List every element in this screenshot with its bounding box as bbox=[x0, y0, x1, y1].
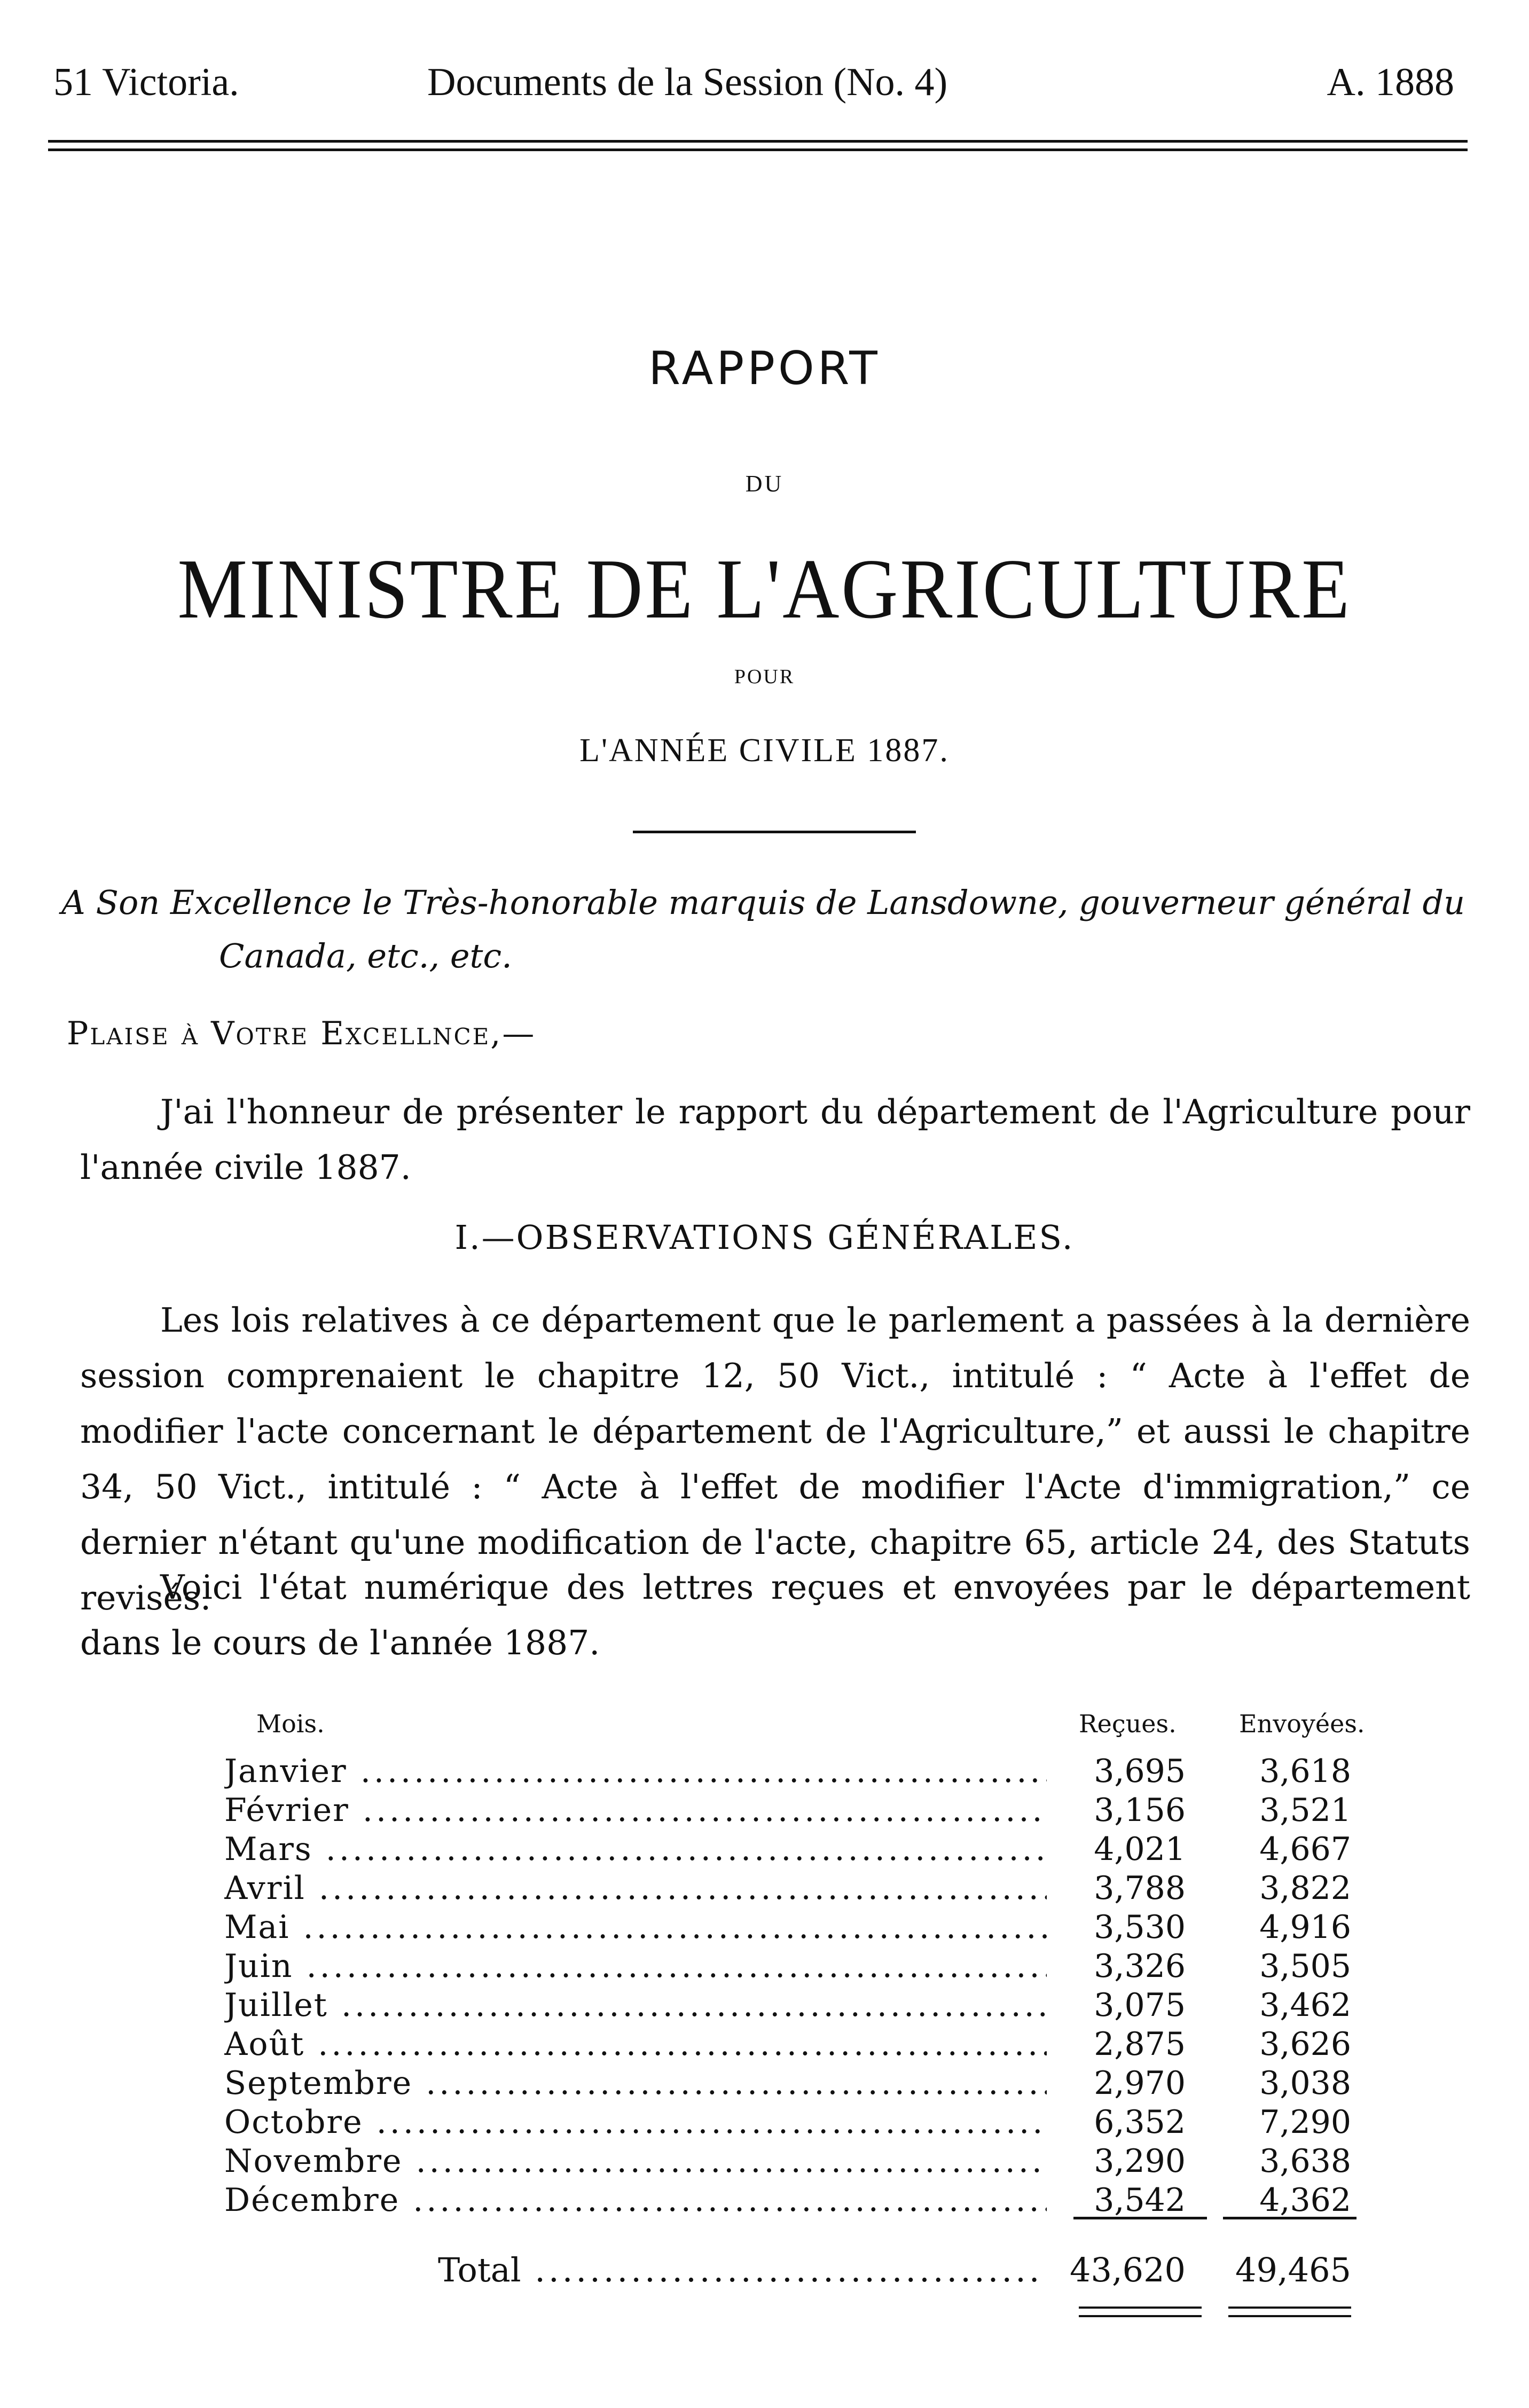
row-sent: 3,521 bbox=[1259, 1792, 1351, 1829]
letters-table bbox=[224, 1704, 1410, 2220]
sum-rule-sent bbox=[1223, 2217, 1357, 2219]
table-row bbox=[224, 2181, 1410, 2220]
total-label: Total ..... bbox=[438, 2249, 1041, 2292]
title-divider bbox=[633, 831, 916, 833]
row-sent: 3,462 bbox=[1259, 1987, 1351, 2024]
table-row bbox=[224, 1791, 1410, 1830]
total-sent: 49,465 bbox=[1235, 2250, 1351, 2289]
table-row bbox=[224, 1830, 1410, 1869]
table-row bbox=[224, 2025, 1410, 2064]
table-row bbox=[224, 1986, 1410, 2025]
title-du: DU bbox=[745, 471, 784, 497]
table-row bbox=[224, 1908, 1410, 1947]
running-header bbox=[53, 60, 1454, 103]
row-received: 3,075 bbox=[1094, 1987, 1186, 2024]
row-month: Décembre ..... bbox=[224, 2181, 1047, 2220]
row-sent: 7,290 bbox=[1259, 2104, 1351, 2141]
table-total-row bbox=[224, 2249, 1410, 2292]
row-sent: 3,038 bbox=[1259, 2065, 1351, 2102]
total-double-rule bbox=[1228, 2307, 1351, 2309]
row-month: Février ..... bbox=[224, 1791, 1047, 1830]
row-sent: 4,362 bbox=[1259, 2182, 1351, 2219]
row-received: 3,542 bbox=[1094, 2182, 1186, 2219]
table-row bbox=[224, 1752, 1410, 1791]
table-row bbox=[224, 2103, 1410, 2142]
title-pour: POUR bbox=[734, 666, 795, 688]
table-body bbox=[224, 1752, 1410, 2220]
table-row bbox=[224, 2142, 1410, 2181]
address-line-2: Canada, etc., etc. bbox=[219, 936, 512, 975]
row-sent: 3,618 bbox=[1259, 1753, 1351, 1790]
paragraph-letters bbox=[80, 1560, 1470, 1671]
title-main: MINISTRE DE L'AGRICULTURE bbox=[177, 541, 1352, 636]
sum-rule-received bbox=[1073, 2217, 1207, 2219]
row-month: Août ..... bbox=[224, 2025, 1047, 2064]
row-month: Janvier ..... bbox=[224, 1752, 1047, 1791]
total-double-rule bbox=[1228, 2315, 1351, 2317]
row-received: 6,352 bbox=[1094, 2104, 1186, 2141]
header-center: Documents de la Session (No. 4) bbox=[427, 60, 948, 104]
row-month: Septembre ..... bbox=[224, 2064, 1047, 2103]
header-received: Reçues. bbox=[1079, 1709, 1177, 1738]
row-sent: 3,505 bbox=[1259, 1948, 1351, 1985]
table-row bbox=[224, 1869, 1410, 1908]
row-sent: 3,822 bbox=[1259, 1870, 1351, 1907]
row-sent: 4,667 bbox=[1259, 1831, 1351, 1868]
title-rapport: RAPPORT bbox=[648, 342, 881, 395]
header-right: A. 1888 bbox=[1327, 60, 1454, 104]
address-line-1: A Son Excellence le Très-honorable marquis de Lansdowne, gouverneur général du bbox=[61, 883, 1465, 922]
row-sent: 4,916 bbox=[1259, 1909, 1351, 1946]
header-rule-top bbox=[48, 140, 1468, 143]
salutation: Plaise à Votre Excellnce,— bbox=[67, 1015, 536, 1052]
paragraph-letters-text: Voici l'état numérique des lettres reçues et envoyées par le département dans le cours de l'année 1887. bbox=[80, 1568, 1470, 1662]
title-year: L'ANNÉE CIVILE 1887. bbox=[579, 732, 950, 769]
row-month: Juillet ..... bbox=[224, 1986, 1047, 2025]
row-received: 3,326 bbox=[1094, 1948, 1186, 1985]
row-month: Avril ..... bbox=[224, 1869, 1047, 1908]
address-block bbox=[61, 876, 1470, 983]
paragraph-intro-text: J'ai l'honneur de présenter le rapport du département de l'Agriculture pour l'année civile 1887. bbox=[80, 1092, 1470, 1187]
row-received: 3,788 bbox=[1094, 1870, 1186, 1907]
row-month: Mai ..... bbox=[224, 1908, 1047, 1947]
header-month: Mois. bbox=[256, 1709, 325, 1738]
row-received: 3,156 bbox=[1094, 1792, 1186, 1829]
row-received: 3,290 bbox=[1094, 2143, 1186, 2180]
row-received: 3,530 bbox=[1094, 1909, 1186, 1946]
row-month: Mars ..... bbox=[224, 1830, 1047, 1869]
row-received: 4,021 bbox=[1094, 1831, 1186, 1868]
row-month: Octobre ..... bbox=[224, 2103, 1047, 2142]
paragraph-laws-text: Les lois relatives à ce département que le parlement a passées à la dernière session comprenaient le chapitre 12, 50 Vict., intitulé : “ Acte à l'effet de modifier l'acte concernant le département de l'Agriculture,” et aussi le chapitre 34, 50 Vict., intitulé : “ Acte à l'effet de modifier l'Acte d'immigration,” ce dernier n'étant qu'une modification de l'acte, chapitre 65, article 24, des Statuts revisés. bbox=[80, 1301, 1470, 1617]
paragraph-intro bbox=[80, 1084, 1470, 1195]
header-sent: Envoyées. bbox=[1239, 1709, 1365, 1738]
total-double-rule bbox=[1079, 2315, 1202, 2317]
row-month: Juin ..... bbox=[224, 1947, 1047, 1986]
row-received: 2,875 bbox=[1094, 2026, 1186, 2063]
row-month: Novembre ..... bbox=[224, 2142, 1047, 2181]
row-received: 3,695 bbox=[1094, 1753, 1186, 1790]
total-received: 43,620 bbox=[1070, 2250, 1186, 2289]
section-heading: I.—OBSERVATIONS GÉNÉRALES. bbox=[454, 1218, 1075, 1257]
table-row bbox=[224, 1947, 1410, 1986]
table-row bbox=[224, 2064, 1410, 2103]
table-header bbox=[224, 1704, 1410, 1752]
total-double-rule bbox=[1079, 2307, 1202, 2309]
row-received: 2,970 bbox=[1094, 2065, 1186, 2102]
row-sent: 3,638 bbox=[1259, 2143, 1351, 2180]
row-sent: 3,626 bbox=[1259, 2026, 1351, 2063]
header-rule-bottom bbox=[48, 148, 1468, 151]
header-left: 51 Victoria. bbox=[53, 60, 239, 104]
